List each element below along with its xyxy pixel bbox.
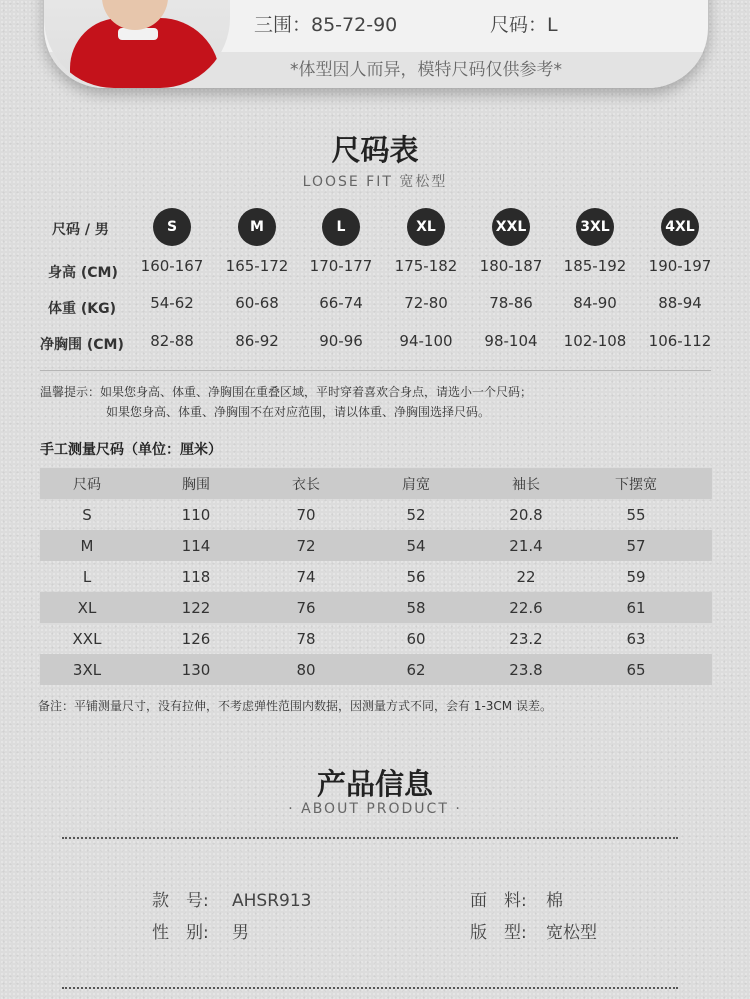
table-row [40,530,712,561]
measured-remark: 备注：平铺测量尺寸，没有拉伸，不考虑弹性范围内数据，因测量方式不同，会有 1-3CM 误差。 [38,699,552,713]
product-subtitle: · ABOUT PRODUCT · [288,801,462,817]
info-fabric-value: 棉 [546,891,563,911]
table-cell: S [82,505,92,524]
table-row [40,623,712,654]
info-gender [152,918,249,943]
table-cell: 130 [181,660,211,679]
size-cell: 165-172 [225,257,289,275]
table-cell: 22 [516,567,536,586]
table-cell: 52 [406,505,426,524]
size-circle-m: M [238,208,276,246]
size-cell: 86-92 [235,332,279,350]
table-cell: 74 [296,567,316,586]
info-gender-value: 男 [232,923,249,943]
table-row [40,654,712,685]
row-label-weight: 体重 (KG) [48,301,117,317]
size-cell: 66-74 [319,294,363,312]
measured-header-cell: 尺码 [73,476,101,493]
info-fabric [470,886,563,911]
table-cell: 22.6 [509,598,543,617]
table-cell: 78 [296,629,316,648]
size-cell: 98-104 [484,332,538,350]
model-card [44,0,708,88]
table-cell: 3XL [72,660,102,679]
model-size: 尺码：L [490,14,558,36]
size-circle-l: L [322,208,360,246]
size-cell: 180-187 [479,257,543,275]
table-cell: 70 [296,505,316,524]
size-cell: 88-94 [658,294,702,312]
table-cell: 23.2 [509,629,543,648]
measured-table [40,468,712,685]
size-cell: 190-197 [648,257,712,275]
measured-header-cell: 袖长 [512,476,540,493]
table-cell: 61 [626,598,646,617]
size-cell: 84-90 [573,294,617,312]
info-style-value: AHSR913 [232,891,312,911]
size-cell: 106-112 [648,332,712,350]
size-chart-subtitle: LOOSE FIT 宽松型 [302,174,448,190]
table-cell: 23.8 [509,660,543,679]
table-row [40,561,712,592]
size-cell: 78-86 [489,294,533,312]
size-chart-title: 尺码表 [331,133,419,167]
tip-line-2: 如果您身高、体重、净胸围不在对应范围，请以体重、净胸围选择尺码。 [106,405,491,419]
measured-title: 手工测量尺码（单位：厘米） [40,442,222,458]
table-cell: 110 [181,505,211,524]
size-header-label: 尺码 / 男 [52,222,109,238]
table-cell: 54 [406,536,426,555]
measured-header-cell: 胸围 [182,476,210,493]
size-cell: 90-96 [319,332,363,350]
table-cell: 21.4 [509,536,543,555]
table-cell: 59 [626,567,646,586]
divider [40,370,711,371]
table-cell: 126 [181,629,211,648]
model-note: *体型因人而异，模特尺码仅供参考* [290,60,562,80]
table-cell: 55 [626,505,646,524]
table-cell: XL [77,598,97,617]
size-cell: 175-182 [394,257,458,275]
size-circle-4xl: 4XL [661,208,699,246]
info-fit-value: 宽松型 [546,923,597,943]
dotted-divider-top [62,837,678,839]
size-cell: 54-62 [150,294,194,312]
info-gender-key: 性 别: [152,923,209,943]
table-cell: 122 [181,598,211,617]
info-fit [470,918,597,943]
tip-line-1: 温馨提示：如果您身高、体重、净胸围在重叠区域，平时穿着喜欢合身点，请选小一个尺码； [40,385,533,399]
table-cell: 20.8 [509,505,543,524]
table-cell: M [80,536,94,555]
measured-header-cell: 下摆宽 [615,476,657,493]
table-cell: 58 [406,598,426,617]
info-fabric-key: 面 料: [470,891,527,911]
size-circle-s: S [153,208,191,246]
table-cell: 65 [626,660,646,679]
size-circle-3xl: 3XL [576,208,614,246]
size-cell: 72-80 [404,294,448,312]
table-cell: 56 [406,567,426,586]
table-row [40,592,712,623]
row-label-chest: 净胸围 (CM) [40,337,124,353]
dotted-divider-bottom [62,987,678,989]
size-cell: 185-192 [563,257,627,275]
table-cell: 57 [626,536,646,555]
size-cell: 102-108 [563,332,627,350]
table-cell: L [82,567,92,586]
table-cell: 72 [296,536,316,555]
table-row [40,499,712,530]
size-circle-xxl: XXL [492,208,530,246]
measured-header-cell: 衣长 [292,476,320,493]
measured-header-row [40,468,712,499]
info-style-no [152,886,311,911]
table-cell: 118 [181,567,211,586]
size-circle-xl: XL [407,208,445,246]
info-fit-key: 版 型: [470,923,527,943]
table-cell: 80 [296,660,316,679]
row-label-height: 身高 (CM) [48,265,118,281]
info-style-key: 款 号: [152,891,209,911]
table-cell: 114 [181,536,211,555]
size-cell: 160-167 [140,257,204,275]
size-cell: 82-88 [150,332,194,350]
table-cell: 62 [406,660,426,679]
measured-header-cell: 肩宽 [402,476,430,493]
model-measurements: 三围：85-72-90 [254,14,398,36]
size-cell: 170-177 [309,257,373,275]
product-title: 产品信息 [316,767,433,801]
size-cell: 94-100 [399,332,453,350]
table-cell: XXL [72,629,102,648]
table-cell: 63 [626,629,646,648]
table-cell: 76 [296,598,316,617]
size-cell: 60-68 [235,294,279,312]
table-cell: 60 [406,629,426,648]
